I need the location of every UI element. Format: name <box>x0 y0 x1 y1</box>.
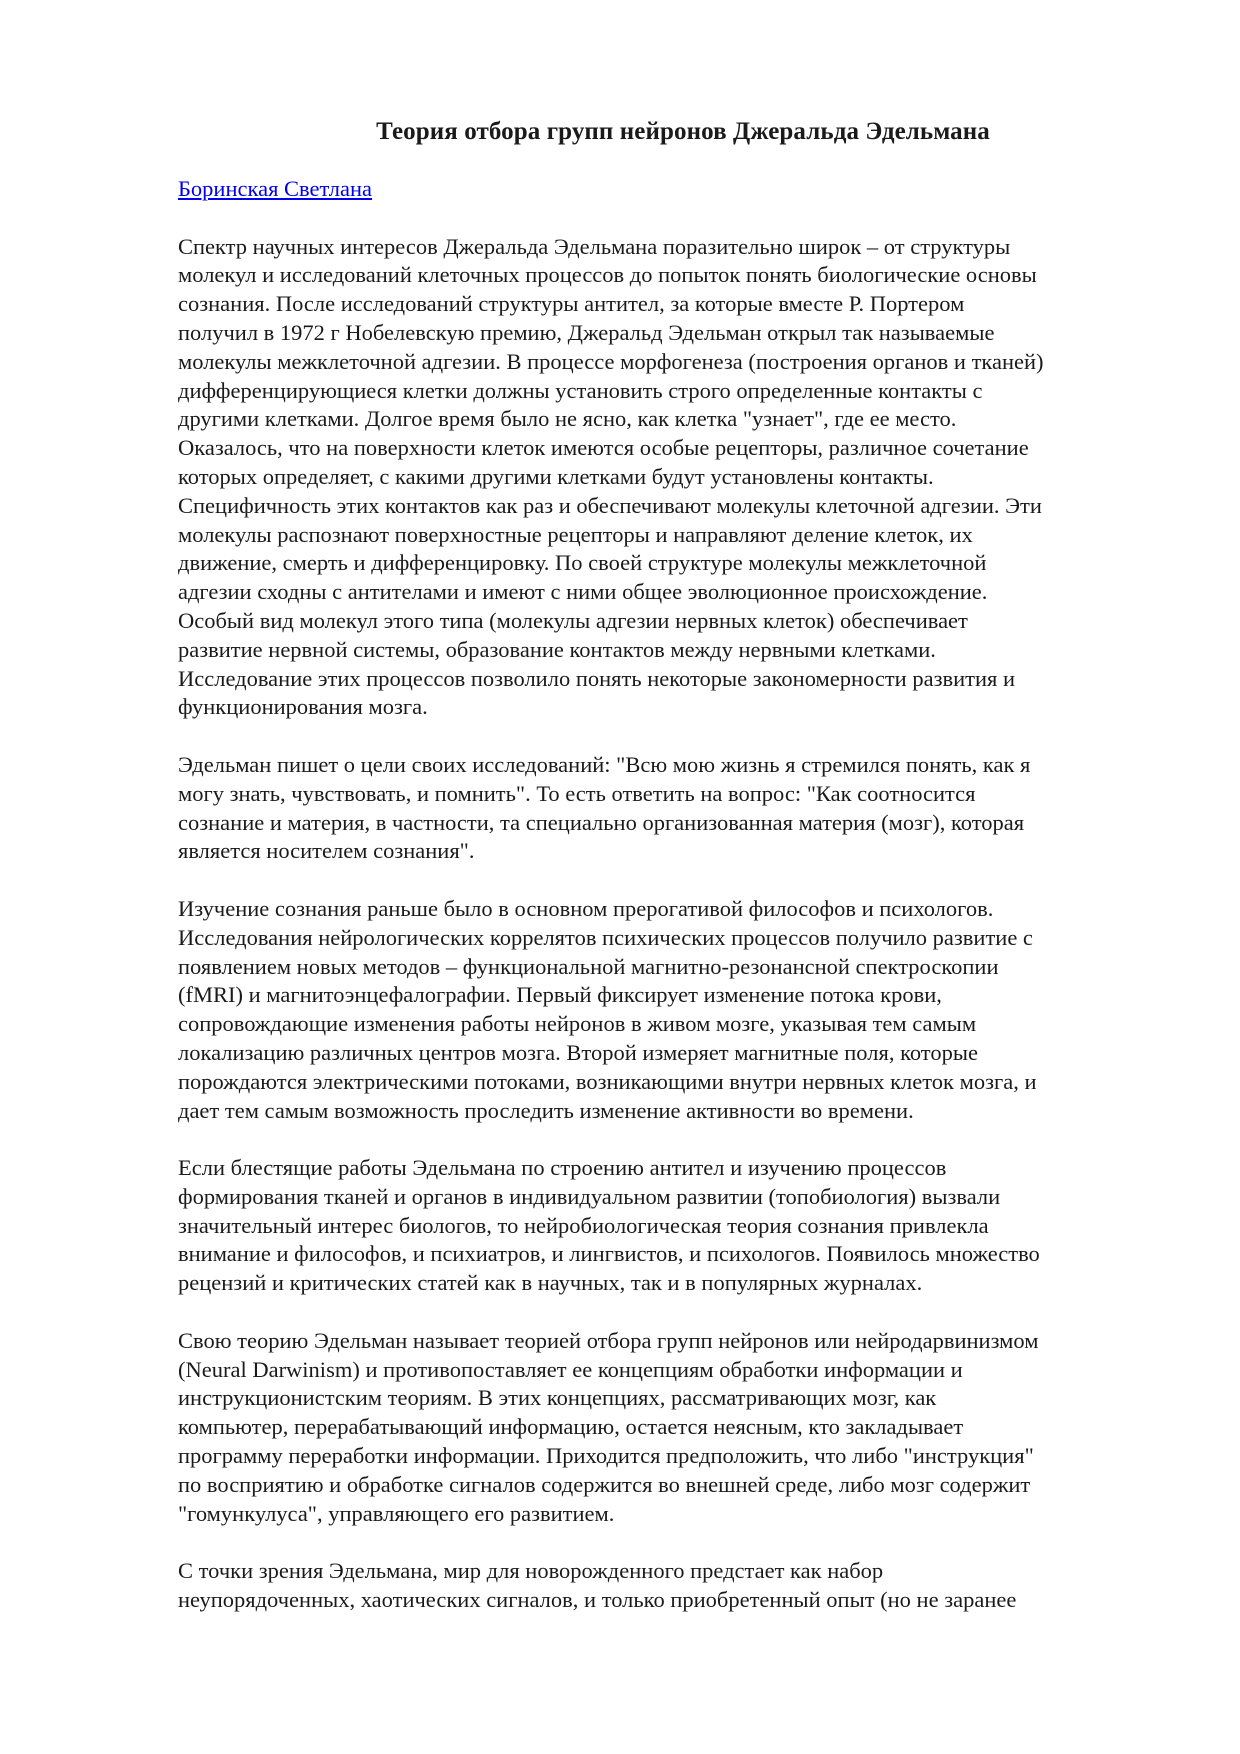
paragraph <box>178 895 1158 1125</box>
paragraph-line: Изучение сознания раньше было в основном прерогативой философов и психологов. <box>178 895 994 921</box>
paragraph <box>178 1154 1158 1298</box>
paragraph-line: инструкционистским теориям. В этих концепциях, рассматривающих мозг, как <box>178 1385 937 1411</box>
paragraph-line: Исследования нейрологических коррелятов психических процессов получило развитие с <box>178 924 1033 950</box>
paragraph-line: другими клетками. Долгое время было не ясно, как клетка "узнает", где ее место. <box>178 406 957 432</box>
paragraph <box>178 751 1158 866</box>
paragraph-line: Оказалось, что на поверхности клеток имеются особые рецепторы, различное сочетание <box>178 435 1029 461</box>
paragraph-line: значительный интерес биологов, то нейробиологическая теория сознания привлекла <box>178 1212 989 1238</box>
article-body <box>178 233 1158 1615</box>
paragraph-line: Специфичность этих контактов как раз и обеспечивают молекулы клеточной адгезии. Эти <box>178 492 1042 518</box>
paragraph-line: сознания. После исследований структуры антител, за которые вместе Р. Портером <box>178 291 965 317</box>
paragraph-line: получил в 1972 г Нобелевскую премию, Джеральд Эдельман открыл так называемые <box>178 319 995 345</box>
paragraph-line: компьютер, перерабатывающий информацию, остается неясным, кто закладывает <box>178 1414 964 1440</box>
paragraph-line: С точки зрения Эдельмана, мир для новорожденного предстает как набор <box>178 1558 884 1584</box>
paragraph <box>178 1327 1158 1529</box>
paragraph <box>178 233 1158 723</box>
paragraph-line: Исследование этих процессов позволило понять некоторые закономерности развития и <box>178 665 1016 691</box>
author-line <box>178 148 1158 204</box>
paragraph-line: движение, смерть и дифференцировку. По своей структуре молекулы межклеточной <box>178 550 987 576</box>
paragraph-line: порождаются электрическими потоками, возникающими внутри нервных клеток мозга, и <box>178 1068 1037 1094</box>
paragraph-line: программу переработки информации. Приходится предположить, что либо "инструкция" <box>178 1443 1034 1469</box>
paragraph-line: сопровождающие изменения работы нейронов в живом мозге, указывая тем самым <box>178 1011 977 1037</box>
paragraph-line: формирования тканей и органов в индивидуальном развитии (топобиология) вызвали <box>178 1183 1001 1209</box>
paragraph-line: Если блестящие работы Эдельмана по строению антител и изучению процессов <box>178 1155 947 1181</box>
paragraph-line: сознание и материя, в частности, та специально организованная материя (мозг), которая <box>178 809 1025 835</box>
paragraph-line: Свою теорию Эдельман называет теорией отбора групп нейронов или нейродарвинизмом <box>178 1327 1039 1353</box>
paragraph-line: "гомункулуса", управляющего его развитием. <box>178 1500 615 1526</box>
paragraph-line: могу знать, чувствовать, и помнить". То есть ответить на вопрос: "Как соотносится <box>178 780 976 806</box>
paragraph-line: (fMRI) и магнитоэнцефалографии. Первый фиксирует изменение потока крови, <box>178 982 942 1008</box>
paragraph-line: дает тем самым возможность проследить изменение активности во времени. <box>178 1097 914 1123</box>
paragraph-line: (Neural Darwinism) и противопоставляет ее концепциям обработки информации и <box>178 1356 963 1382</box>
paragraph-line: дифференцирующиеся клетки должны установить строго определенные контакты с <box>178 377 983 403</box>
paragraph-line: является носителем сознания". <box>178 838 475 864</box>
paragraph-line: развитие нервной системы, образование контактов между нервными клетками. <box>178 636 936 662</box>
paragraph-line: по восприятию и обработке сигналов содержится во внешней среде, либо мозг содержит <box>178 1471 1031 1497</box>
paragraph-line: неупорядоченных, хаотических сигналов, и только приобретенный опыт (но не заранее <box>178 1587 1017 1613</box>
paragraph-line: рецензий и критических статей как в научных, так и в популярных журналах. <box>178 1270 923 1296</box>
paragraph-line: функционирования мозга. <box>178 694 428 720</box>
author-link[interactable]: Боринская Светлана <box>178 176 373 201</box>
paragraph <box>178 1557 1158 1615</box>
paragraph-line: молекулы распознают поверхностные рецепторы и направляют деление клеток, их <box>178 521 973 547</box>
paragraph-line: локализацию различных центров мозга. Второй измеряет магнитные поля, которые <box>178 1039 978 1065</box>
paragraph-line: которых определяет, с какими другими клетками будут установлены контакты. <box>178 463 934 489</box>
paragraph-line: адгезии сходны с антителами и имеют с ними общее эволюционное происхождение. <box>178 579 988 605</box>
paragraph-line: внимание и философов, и психиатров, и лингвистов, и психологов. Появилось множество <box>178 1241 1040 1267</box>
paragraph-line: молекулы межклеточной адгезии. В процессе морфогенеза (построения органов и тканей) <box>178 348 1044 374</box>
paragraph-line: молекул и исследований клеточных процессов до попыток понять биологические основы <box>178 262 1037 288</box>
document-content <box>178 116 1158 1615</box>
paragraph-line: Особый вид молекул этого типа (молекулы адгезии нервных клеток) обеспечивает <box>178 607 968 633</box>
paragraph-line: Эдельман пишет о цели своих исследований: "Всю мою жизнь я стремился понять, как я <box>178 751 1031 777</box>
document-title: Теория отбора групп нейронов Джеральда Эдельмана <box>376 118 990 145</box>
paragraph-line: появлением новых методов – функциональной магнитно-резонансной спектроскопии <box>178 953 999 979</box>
paragraph-line: Спектр научных интересов Джеральда Эдельмана поразительно широк – от структуры <box>178 233 1011 259</box>
